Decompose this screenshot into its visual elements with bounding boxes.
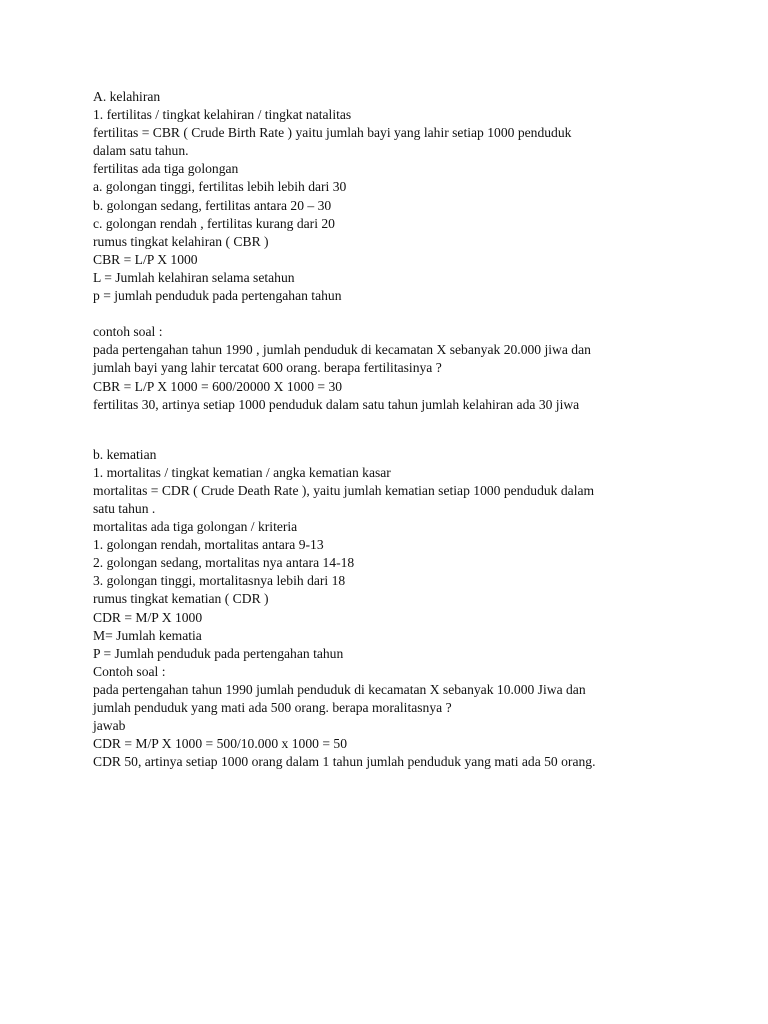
list-item: 3. golongan tinggi, mortalitasnya lebih dari 18 (93, 573, 346, 589)
text-line: fertilitas ada tiga golongan (93, 161, 239, 177)
subheading-fertilitas: 1. fertilitas / tingkat kelahiran / tingkat natalitas (93, 107, 352, 123)
list-item: a. golongan tinggi, fertilitas lebih lebih dari 30 (93, 179, 347, 195)
example-heading: Contoh soal : (93, 663, 166, 679)
text-line: pada pertengahan tahun 1990 , jumlah penduduk di kecamatan X sebanyak 20.000 jiwa dan (93, 342, 591, 358)
list-item: c. golongan rendah , fertilitas kurang dari 20 (93, 215, 335, 231)
list-item: b. golongan sedang, fertilitas antara 20 – 30 (93, 197, 332, 213)
text-line: fertilitas = CBR ( Crude Birth Rate ) yaitu jumlah bayi yang lahir setiap 1000 penduduk (93, 125, 572, 141)
text-line: jumlah penduduk yang mati ada 500 orang. berapa moralitasnya ? (93, 700, 452, 715)
text-line: jumlah bayi yang lahir tercatat 600 orang. berapa fertilitasinya ? (93, 360, 442, 376)
formula-line: CBR = L/P X 1000 (93, 251, 198, 267)
text-line: CDR 50, artinya setiap 1000 orang dalam 1 tahun jumlah penduduk yang mati ada 50 orang. (93, 754, 596, 770)
text-line: fertilitas 30, artinya setiap 1000 penduduk dalam satu tahun jumlah kelahiran ada 30 jiwa (93, 396, 580, 412)
text-line: mortalitas ada tiga golongan / kriteria (93, 519, 298, 535)
text-line: satu tahun . (93, 500, 156, 516)
text-line: p = jumlah penduduk pada pertengahan tahun (93, 288, 342, 304)
example-heading: contoh soal : (93, 324, 163, 340)
formula-line: CDR = M/P X 1000 = 500/10.000 x 1000 = 50 (93, 736, 347, 752)
section-heading-kelahiran: A. kelahiran (93, 89, 161, 104)
blank-line (93, 414, 713, 446)
subheading-mortalitas: 1. mortalitas / tingkat kematian / angka kematian kasar (93, 464, 391, 480)
formula-line: CBR = L/P X 1000 = 600/20000 X 1000 = 30 (93, 378, 343, 394)
blank-line (93, 305, 713, 323)
text-line: M= Jumlah kematia (93, 627, 202, 643)
text-line: dalam satu tahun. (93, 143, 189, 159)
text-line: rumus tingkat kelahiran ( CBR ) (93, 233, 269, 249)
section-heading-kematian: b. kematian (93, 446, 157, 462)
text-line: jawab (93, 718, 126, 734)
document-body (93, 88, 713, 771)
text-line: P = Jumlah penduduk pada pertengahan tahun (93, 645, 344, 661)
text-line: L = Jumlah kelahiran selama setahun (93, 269, 295, 285)
list-item: 1. golongan rendah, mortalitas antara 9-13 (93, 537, 324, 553)
list-item: 2. golongan sedang, mortalitas nya antara 14-18 (93, 555, 355, 571)
formula-line: CDR = M/P X 1000 (93, 609, 203, 625)
text-line: mortalitas = CDR ( Crude Death Rate ), yaitu jumlah kematian setiap 1000 penduduk dalam (93, 482, 595, 498)
text-line: pada pertengahan tahun 1990 jumlah penduduk di kecamatan X sebanyak 10.000 Jiwa dan (93, 681, 586, 697)
text-line: rumus tingkat kematian ( CDR ) (93, 591, 269, 607)
